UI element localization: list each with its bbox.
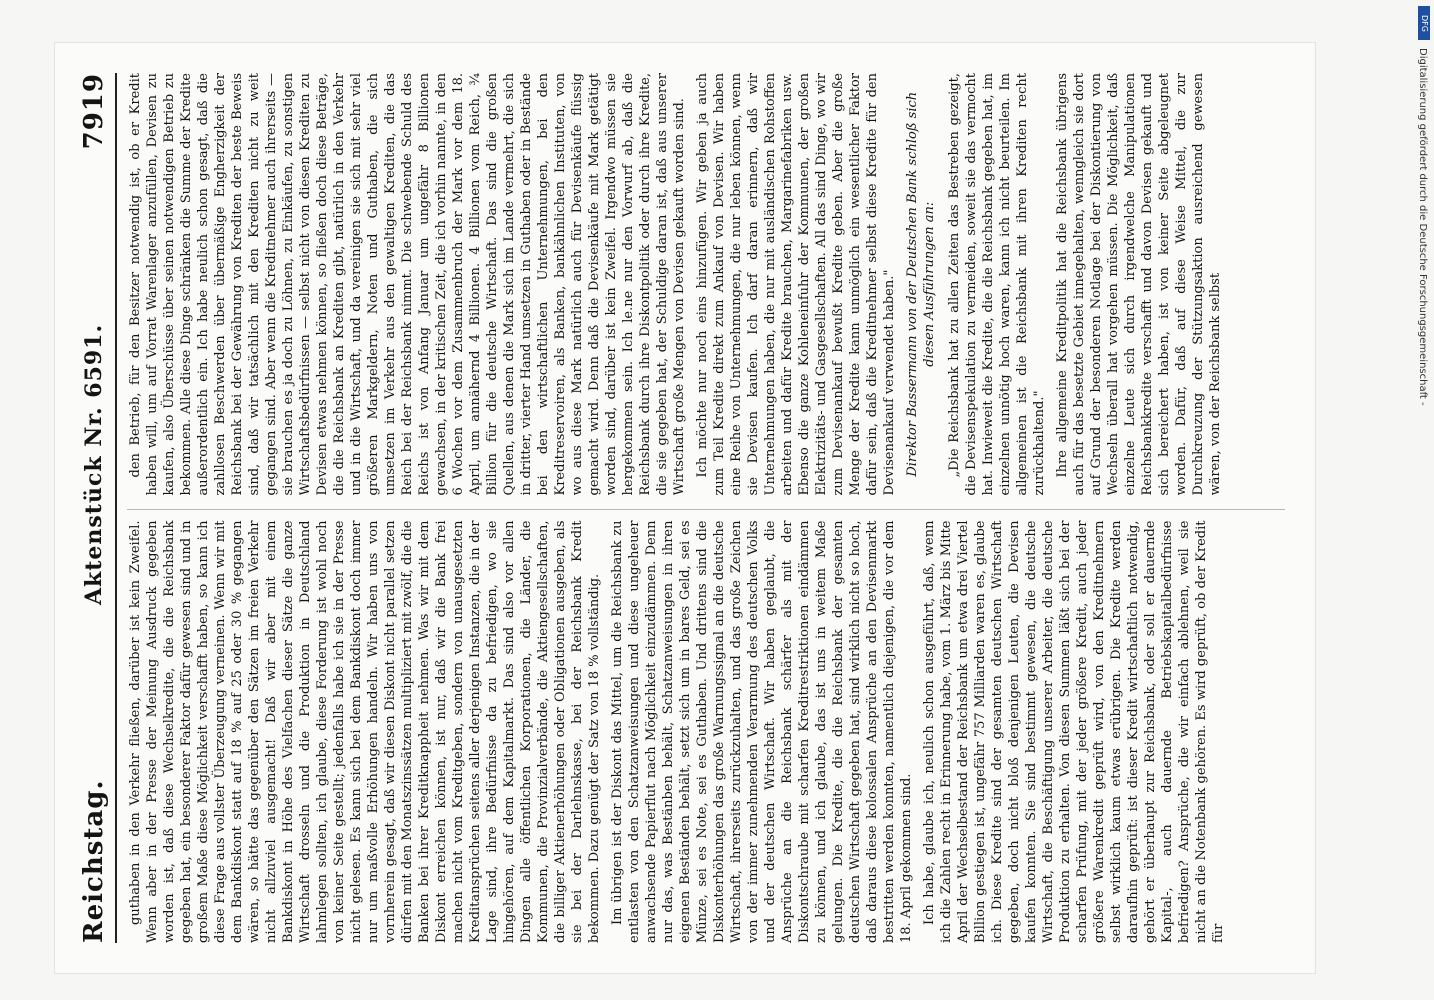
- document-number: Aktenstück Nr. 6591.: [81, 323, 107, 606]
- paragraph: „Die Reichsbank hat zu allen Zeiten das Bestreben gezeigt, die Devisenspekulation zu vermeiden, soweit sie das vermocht hat. Inwieweit die Kredite, die die Reichsbank gegeben hat, im einzelnen unnötig hoch waren, kann ich nicht beurteilen. Im allgemeinen ist die Reichsbank mit ihren Krediten recht zurückhaltend.": [947, 73, 1047, 496]
- text-columns: [127, 73, 1285, 943]
- document-page: [55, 43, 1315, 973]
- paragraph-speaker-intro: Direktor Bassermann von der Deutschen Bank schloß sich diesen Ausführungen an:: [905, 91, 937, 477]
- paragraph: Im übrigen ist der Diskont das Mittel, um die Reichsbank zu entlasten von den Schatzanweisungen und diese ungeheuer anwachsende Papierflut nach Möglichkeit einzudämmen. Denn nur das, was Bestänben behält, Schatzanweisungen in ihren eigenen Beständen behält, setzt sich um in bares Geld, sei es Münze, sei es Note, sei es Guthaben. Und drittens sind die Diskonterhöhungen das große Warnungssignal an die deutsche Wirtschaft, ihrerseits zurückzuhalten, und das große Zeichen von der immer zunehmenden Verarmung des deutschen Volks und der deutschen Wirtschaft. Wir haben geglaubt, die Ansprüche an die Reichsbank schärfer als mit der Diskontschraube mit scharfen Kreditrestriktionen eindämmen zu können, und ich glaube, das ist uns in weitem Maße gelungen. Die Kredite, die die Reichsbank der gesamten deutschen Wirtschaft gegeben hat, sind wirklich nicht so hoch, daß daraus diese kolossalen Ansprüche an den Devisenmarkt bestritten werden konnten, namentlich diejenigen, die vor dem 18. April gekommen sind.: [610, 520, 914, 943]
- paragraph: Ihre allgemeine Kreditpolitik hat die Reichsbank übrigens auch für das besetzte Gebiet innegehalten, wenngleich sie dort auf Grund der besonderen Notlage bei der Diskontierung von Wechseln überall hat vorgehen müssen. Die Möglichkeit, daß einzelne Leute sich durch irgendwelche Manipulationen Reichsbankkredite verschafft und davon Devisen gekauft und sich bereichert haben, ist von keiner Seite abgeleugnet worden. Dafür, daß auf diese Weise Mittel, die zur Durchkreuzung der Stützungsaktion ausreichend gewesen wären, von der Reichsbank selbst: [1055, 73, 1223, 496]
- paragraph: den Betrieb, für den Besitzer notwendig ist, ob er Kredit haben will, um auf Vorrat Warenlager anzufüllen, Devisen zu kaufen, also Überschüsse über seinen notwendigen Betrieb zu bekommen. Alle diese Dinge schränken die Summe der Kredite außerordentlich ein. Ich habe neulich schon gesagt, daß die zahllosen Beschwerden über übermäßige Engherzigkeit der Reichsbank bei der Gewährung von Krediten der beste Beweis sind, daß wir tatsächlich mit den Krediten nicht zu weit gegangen sind. Aber wenn die Kreditnehmer auch ihrerseits — sie brauchen es ja doch zu Löhnen, zu Einkäufen, zu sonstigen Wirtschaftsbedürfnissen — selbst nicht von diesen Krediten zu Devisen etwas nehmen können, so fließen doch diese Beträge, die die Reichsbank an Krediten gibt, natürlich in den Verkehr und in die Wirtschaft, und da vereinigen sie sich mit sehr viel größeren Markgeldern, Noten und Guthaben, die sich umsetzen im Verkehr aus den gewaltigen Krediten, die das Reich bei der Reichsbank nimmt. Die schwebende Schuld des Reichs ist von Anfang Januar um ungefähr 8 Billionen gewachsen, in der kritischen Zeit, die ich vorhin nannte, in den 6 Wochen vor dem Zusammenbruch der Mark vor dem 18. April, um annähernd 4 Billionen. 4 Billionen vom Reich, ¾ Billion für die deutsche Wirtschaft. Das sind die großen Quellen, aus denen die Mark sich im Lande vermehrt, die sich in dritter, vierter Hand umsetzen in Guthaben oder in Bestände bei den wirtschaftlichen Unternehmungen, bei den Kreditreservoiren, als Banken, bankähnlichen Instituten, von wo aus diese Mark natürlich auch für Devisenkäufe flüssig gemacht wird. Denn daß die Devisenkäufe mit Mark getätigt worden sind, darüber ist kein Zweifel. Irgendwo müssen sie hergekommen sein. Ich le.ne nur den Vorwurf ab, daß die Reichsbank durch ihre Diskontpolitik oder durch ihre Kredite, die sie gegeben hat, der Schuldige daran ist, daß aus unserer Wirtschaft große Mengen von Devisen gekauft worden sind.: [128, 73, 687, 496]
- page-number: 7919: [79, 73, 109, 150]
- running-head-left: Reichstag.: [79, 779, 109, 943]
- paragraph: Ich habe, glaube ich, neulich schon ausgeführt, daß, wenn ich die Zahlen recht in Erinnerung habe, vom 1. März bis Mitte April der Wechselbestand der Reichsbank um etwa drei Viertel Billion gestiegen ist, ungefähr 757 Milliarden waren es, glaube ich. Diese Kredite sind der gesamten deutschen Wirtschaft gegeben, doch nicht bloß denjenigen Leuten, die Devisen kaufen konnten. Sie sind bestimmt gewesen, die deutsche Wirtschaft, die Beschäftigung unserer Arbeiter, die deutsche Produktion zu erhalten. Von diesen Summen läßt sich bei der scharfen Prüfung, mit der jeder größere Kredit, auch jeder größere Warenkredit geprüft wird, von den Kreditnehmern selbst wirklich kaum etwas erübrigen. Die Kredite werden daraufhin geprüft: ist dieser Kredit wirtschaftlich notwendig, gehört er überhaupt zur Reichsbank, oder soll er dauernde Kapital-, auch dauernde Betriebskapitalbedürfnisse befriedigen? Ansprüche, die wir einfach ablehnen, weil sie nicht an die Notenbank gehören. Es wird geprüft, ob der Kredit für: [922, 520, 1226, 943]
- page-header: [73, 73, 117, 943]
- paragraph: Ich möchte nur noch eins hinzufügen. Wir geben ja auch zum Teil Kredite direkt zum Ankauf von Devisen. Wir haben eine Reihe von Unternehmungen, die nur leben können, wenn sie Devisen kaufen. Ich darf daran erinnern, daß wir Unternehmungen haben, die nur mit ausländischen Rohstoffen arbeiten und dafür Kredite brauchen, Margarinefabriken usw. Ebenso die ganze Kohleneinfuhr der Kommunen, der großen Elektrizitäts- und Gasgesellschaften. All das sind Dinge, wo wir zum Devisenankauf bewußt Kredite geben. Aber die große Menge der Kredite kann unmöglich ein wesentlicher Faktor dafür sein, daß die Kreditnehmer selbst diese Kredite für den Devisenankauf verwendet haben.": [695, 73, 897, 496]
- digitization-credit-text: Digitalisierung gefördert durch die Deutsche Forschungsgemeinschaft -: [1417, 48, 1428, 406]
- dfg-logo: DFG: [1418, 6, 1430, 40]
- paragraph: guthaben in den Verkehr fließen, darüber ist kein Zweifel. Wenn aber in der Presse der Meinung Ausdruck gegeben worden ist, daß diese Wechselkredite, die die Reichsbank gegeben hat, ein besonderer Faktor dafür gewesen sind und in großem Maße diese Möglichkeit verschafft haben, so kann ich diese Frage aus vollster Überzeugung verneinen. Wenn wir mit dem Bankdiskont statt auf 18 % auf 25 oder 30 % gegangen wären, so hätte das gegenüber den Sätzen im freien Verkehr nicht allzuviel ausgemacht! Daß wir aber mit einem Bankdiskont in Höhe des Vielfachen dieser Sätze die ganze Wirtschaft drosseln und die Produktion in Deutschland lahmlegen sollten, ich glaube, diese Forderung ist wohl noch von keiner Seite gestellt; jedenfalls habe ich sie in der Presse nicht gelesen. Es kann sich bei dem Bankdiskont doch immer nur um maßvolle Erhöhungen handeln. Wir haben uns von vornherein gesagt, daß wir diesen Diskont nicht parallel setzen dürfen mit den Monatszinssätzen multipliziert mit zwölf, die die Banken bei ihrer Kreditknappheit nehmen. Was wir mit dem Diskont erreichen können, ist nur, daß wir die Bank frei machen nicht vom Kreditgeben, sondern von unausgesetzten Kreditansprüchen seitens aller derjenigen Instanzen, die in der Lage sind, ihre Bedürfnisse da zu befriedigen, wo sie hingehören, auf dem Kapitalmarkt. Das sind also vor allen Dingen alle öffentlichen Korporationen, die Länder, die Kommunen, die Provinzialverbände, die Aktiengesellschaften, die billiger Aktienerhöhungen oder Obligationen ausgeben, als sie bei der Darlehnskasse, bei der Reichsbank Kredit bekommen. Dazu genügt der Satz von 18 % vollständig.: [128, 520, 602, 943]
- digitization-credit: [1414, 48, 1432, 648]
- text-column-right: [127, 73, 1285, 496]
- text-column-left: [127, 510, 1285, 944]
